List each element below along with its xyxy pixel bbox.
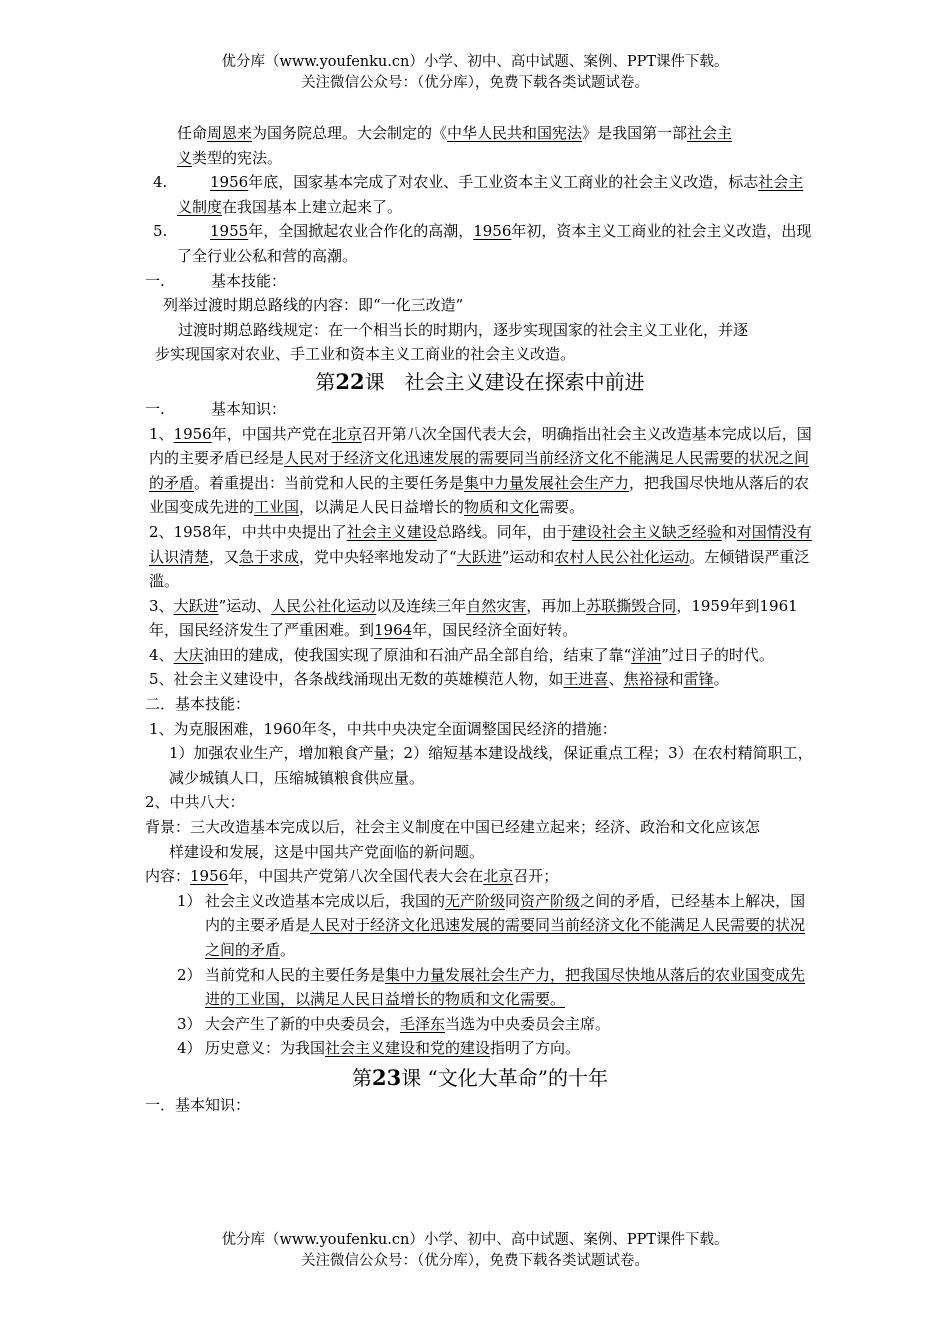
section-basic-skills-heading: 一. 基本技能：	[145, 271, 287, 290]
knowledge-point-4: 4、大庆油田的建成，使我国实现了原油和石油产品全部自给，结束了靠“洋油”过日子的时代。	[149, 645, 774, 664]
content-item-4: 4） 历史意义：为我国社会主义建设和党的建设指明了方向。	[177, 1039, 581, 1058]
content-item-3: 3） 大会产生了新的中央委员会，毛泽东当选为中央委员会主席。	[177, 1014, 611, 1033]
content-item-2: 2） 当前党和人民的主要任务是集中力量发展社会生产力，把我国尽快地从落后的农业国变成先进的工业国，以满足人民日益增长的物质和文化需要。	[177, 965, 806, 1009]
knowledge-point-2: 2、1958年，中共中央提出了社会主义建设总路线。同年，由于建设社会主义缺乏经验和对国情没有认识清楚，又急于求成，党中央轻率地发动了“大跃进”运动和农村人民公社化运动。左倾错误严重泛滥。	[149, 522, 812, 591]
content-item-1: 1） 社会主义改造基本完成以后，我国的无产阶级同资产阶级之间的矛盾，已经基本上解决，国内的主要矛盾是人民对于经济文化迅速发展的需要同当前经济文化不能满足人民需要的状况之间的矛盾。	[177, 891, 806, 959]
knowledge-point-3: 3、大跃进”运动、人民公社化运动以及连续三年自然灾害，再加上苏联撕毁合同，1959年到1961年，国民经济发生了严重困难。到1964年，国民经济全面好转。	[149, 596, 798, 640]
skills-line-2: 过渡时期总路线规定：在一个相当长的时期内，逐步实现国家的社会主义工业化，并逐	[178, 320, 749, 339]
header-line-1: 优分库（www.youfenku.cn）小学、初中、高中试题、案例、PPT课件下载。	[221, 54, 729, 70]
footer-line-2: 关注微信公众号：（优分库），免费下载各类试题试卷。	[301, 1253, 649, 1269]
lesson-23-title: 第23课 “文化大革命”的十年	[351, 1064, 609, 1090]
knowledge-point-5: 5、社会主义建设中，各条战线涌现出无数的英雄模范人物，如王进喜、焦裕禄和雷锋。	[149, 670, 729, 689]
header-line-2: 关注微信公众号：（优分库），免费下载各类试题试卷。	[301, 75, 649, 91]
background-line-1: 背景：三大改造基本完成以后，社会主义制度在中国已经建立起来；经济、政治和文化应该怎	[145, 818, 761, 837]
skill-1-measures: 1）加强农业生产，增加粮食产量；2）缩短基本建设战线，保证重点工程；3）在农村精简职工，减少城镇人口，压缩城镇粮食供应量。	[169, 744, 813, 787]
page-header	[0, 52, 950, 94]
paragraph-nc-constitution: 任命周恩来为国务院总理。大会制定的《中华人民共和国宪法》是我国第一部社会主 义类型的宪法。	[177, 124, 733, 167]
skill-2: 2、中共八大：	[145, 793, 245, 812]
list-item-5: 5. 1955年，全国掀起农业合作化的高潮，1956年初，资本主义工商业的社会主义改造，出现了全行业公私和营的高潮。	[153, 222, 812, 265]
skills-line-1: 列举过渡时期总路线的内容：即“一化三改造”	[163, 296, 464, 315]
knowledge-point-1: 1、1956年，中国共产党在北京召开第八次全国代表大会，明确指出社会主义改造基本完成以后，国内的主要矛盾已经是人民对于经济文化迅速发展的需要同当前经济文化不能满足人民需要的状况之间的矛盾。着重提出：当前党和人民的主要任务是集中力量发展社会生产力，把我国尽快地从落后的农业国变成先进的工业国，以满足人民日益增长的物质和文化需要。	[149, 424, 812, 517]
lesson-22-knowledge-heading: 一. 基本知识：	[145, 399, 287, 418]
lesson-23-knowledge-heading: 一．基本知识：	[145, 1095, 251, 1114]
content-line: 内容：1956年，中国共产党第八次全国代表大会在北京召开；	[145, 867, 559, 886]
page-footer	[0, 1230, 950, 1272]
footer-line-1: 优分库（www.youfenku.cn）小学、初中、高中试题、案例、PPT课件下载。	[221, 1232, 729, 1248]
list-item-4: 4. 1956年底，国家基本完成了对农业、手工业资本主义工商业的社会主义改造，标志社会主义制度在我国基本上建立起来了。	[153, 173, 804, 216]
skills-line-3: 步实现国家对农业、手工业和资本主义工商业的社会主义改造。	[155, 345, 576, 364]
lesson-22-skills-heading: 二．基本技能：	[145, 695, 251, 714]
skill-1: 1、为克服困难，1960年冬，中共中央决定全面调整国民经济的措施：	[149, 719, 617, 738]
background-line-2: 样建设和发展，这是中国共产党面临的新问题。	[169, 842, 485, 861]
document-body	[145, 121, 815, 1118]
lesson-22-title: 第22课 社会主义建设在探索中前进	[315, 368, 645, 394]
